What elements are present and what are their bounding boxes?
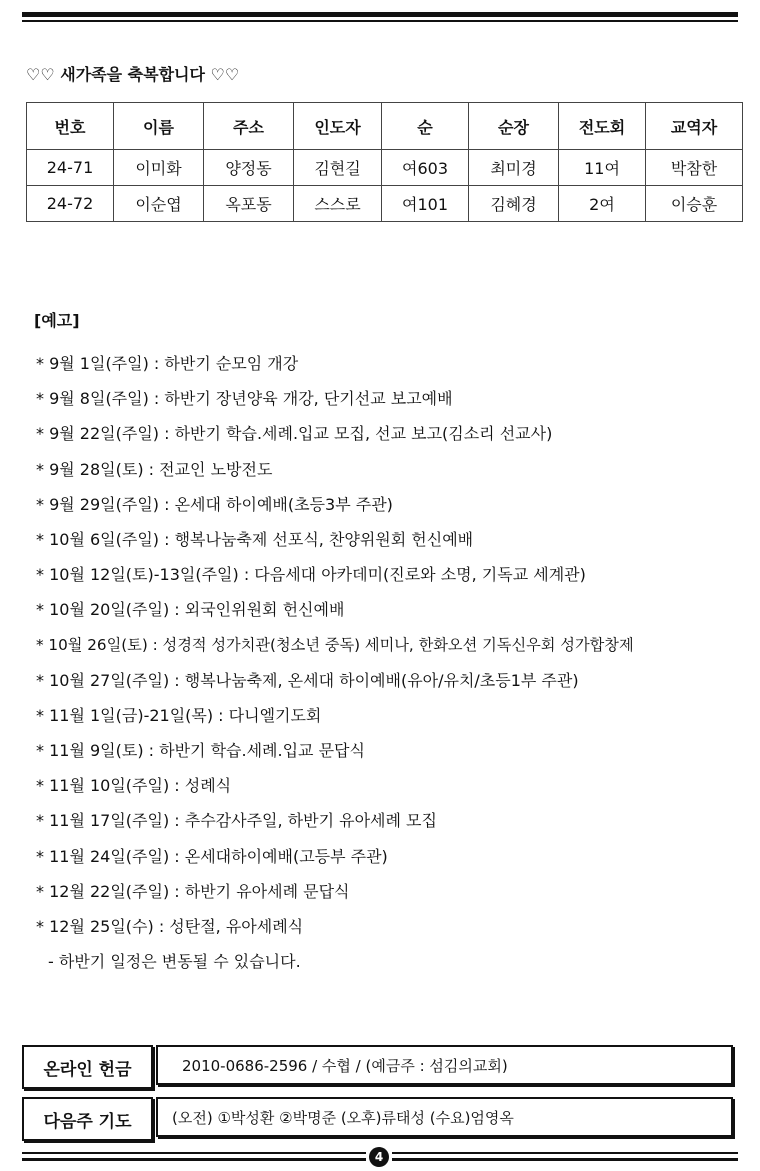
prayer-leaders: (오전) ①박성환 ②박명준 (오후)류태성 (수요)엄영옥 xyxy=(156,1097,733,1137)
notice-item: * 9월 28일(토) : 전교인 노방전도 xyxy=(36,459,273,479)
table-cell: 최미경 xyxy=(469,150,559,186)
table-cell: 24-71 xyxy=(27,150,114,186)
new-family-table xyxy=(26,102,743,222)
table-header-row xyxy=(27,103,743,150)
notice-title: [예고] xyxy=(34,311,80,330)
table-cell: 여603 xyxy=(382,150,469,186)
header-address: 주소 xyxy=(204,103,294,150)
table-cell: 옥포동 xyxy=(204,186,294,222)
table-cell: 이미화 xyxy=(114,150,204,186)
prayer-label: 다음주 기도 xyxy=(22,1097,153,1141)
notice-item: * 12월 25일(수) : 성탄절, 유아세례식 xyxy=(36,917,304,936)
top-rule-thick xyxy=(22,12,738,17)
table-cell: 김현길 xyxy=(294,150,382,186)
header-cell-leader: 순장 xyxy=(469,103,559,150)
bottom-rule-left xyxy=(22,1152,366,1154)
bottom-rule-right xyxy=(392,1152,738,1154)
notice-item: * 11월 10일(주일) : 성례식 xyxy=(36,776,232,796)
notice-item: * 10월 26일(토) : 성경적 성가치관(청소년 중독) 세미나, 한화오션 기독신우회 성가합창제 xyxy=(36,635,634,654)
header-name: 이름 xyxy=(114,103,204,150)
table-cell: 24-72 xyxy=(27,186,114,222)
header-guide: 인도자 xyxy=(294,103,382,150)
notice-item: * 9월 22일(주일) : 하반기 학습.세례.입교 모집, 선교 보고(김소리 선교사) xyxy=(36,424,553,444)
table-cell: 이순엽 xyxy=(114,186,204,222)
bottom-rule-left-thick xyxy=(22,1158,366,1161)
online-offering-account: 2010-0686-2596 / 수협 / (예금주 : 섬김의교회) xyxy=(156,1045,733,1085)
table-cell: 11여 xyxy=(559,150,646,186)
notice-item: * 9월 8일(주일) : 하반기 장년양육 개강, 단기선교 보고예배 xyxy=(36,389,453,409)
table-cell: 이승훈 xyxy=(646,186,743,222)
notice-item: * 9월 1일(주일) : 하반기 순모임 개강 xyxy=(36,354,299,373)
header-number: 번호 xyxy=(27,103,114,150)
notice-item: * 11월 17일(주일) : 추수감사주일, 하반기 유아세례 모집 xyxy=(36,811,437,831)
notice-note: - 하반기 일정은 변동될 수 있습니다. xyxy=(48,952,301,972)
notice-item: * 11월 9일(토) : 하반기 학습.세례.입교 문답식 xyxy=(36,741,365,761)
notice-item: * 10월 12일(토)-13일(주일) : 다음세대 아카데미(진로와 소명, 기독교 세계관) xyxy=(36,565,586,585)
notice-item: * 10월 27일(주일) : 행복나눔축제, 온세대 하이예배(유아/유치/초등1부 주관) xyxy=(36,670,579,690)
page-number: 4 xyxy=(369,1147,389,1167)
bottom-rule-right-thick xyxy=(392,1158,738,1161)
online-offering-row xyxy=(22,1045,738,1089)
table-cell: 스스로 xyxy=(294,186,382,222)
notice-item: * 11월 24일(주일) : 온세대하이예배(고등부 주관) xyxy=(36,846,388,866)
notice-item: * 12월 22일(주일) : 하반기 유아세례 문답식 xyxy=(36,881,350,901)
online-offering-label: 온라인 헌금 xyxy=(22,1045,153,1089)
table-row xyxy=(27,186,743,222)
table-cell: 김혜경 xyxy=(469,186,559,222)
new-family-title: ♡♡ 새가족을 축복합니다 ♡♡ xyxy=(26,65,240,84)
table-cell: 박참한 xyxy=(646,150,743,186)
table-cell: 여101 xyxy=(382,186,469,222)
header-mission-group: 전도회 xyxy=(559,103,646,150)
top-rule-thin xyxy=(22,20,738,22)
table-cell: 2여 xyxy=(559,186,646,222)
notice-item: * 10월 20일(주일) : 외국인위원회 헌신예배 xyxy=(36,600,345,620)
header-cell: 순 xyxy=(382,103,469,150)
table-cell: 양정동 xyxy=(204,150,294,186)
prayer-row xyxy=(22,1097,738,1141)
notice-item: * 9월 29일(주일) : 온세대 하이예배(초등3부 주관) xyxy=(36,494,393,514)
notice-item: * 11월 1일(금)-21일(목) : 다니엘기도회 xyxy=(36,705,322,725)
header-pastor: 교역자 xyxy=(646,103,743,150)
table-row xyxy=(27,150,743,186)
notice-list xyxy=(36,346,736,979)
notice-item: * 10월 6일(주일) : 행복나눔축제 선포식, 찬양위원회 헌신예배 xyxy=(36,529,474,549)
